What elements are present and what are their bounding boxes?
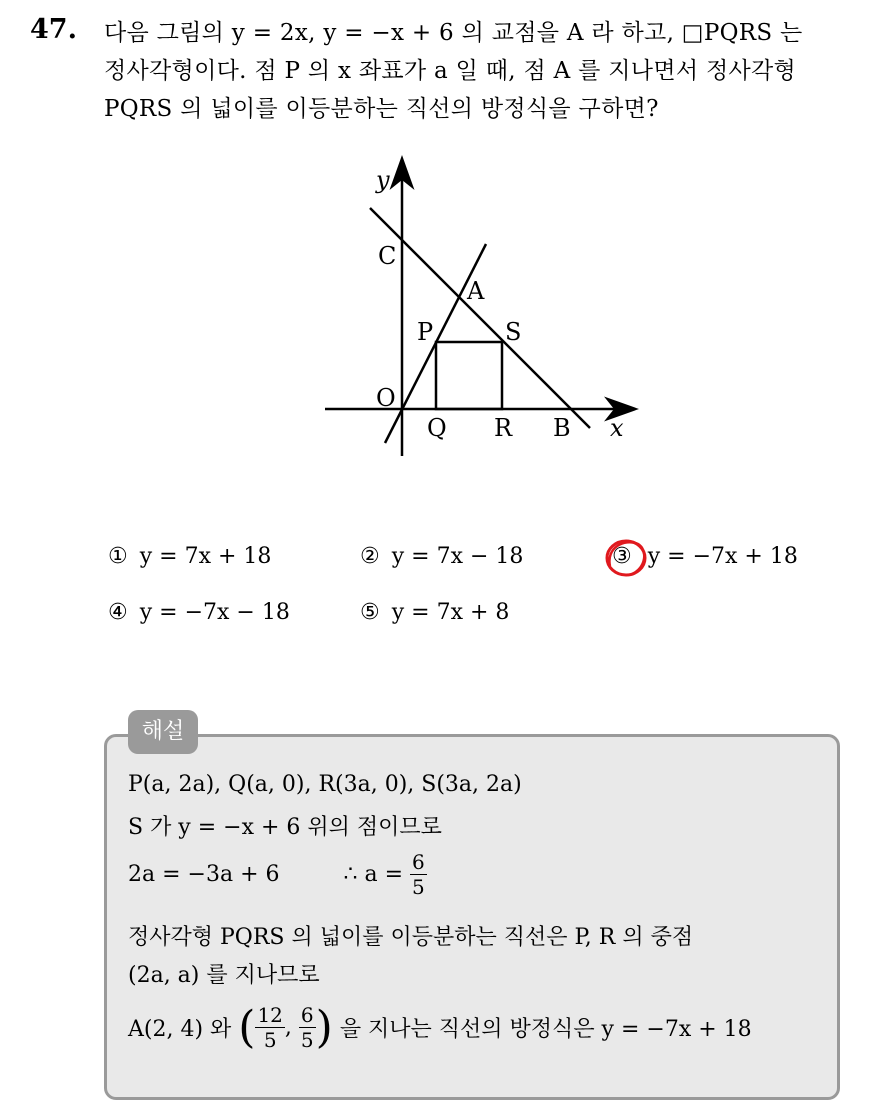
choice-2-mark: ② <box>360 544 380 569</box>
label-C: C <box>378 242 397 270</box>
solution-line-6: A(2, 4) 와 ( $\frac{12}{5}$ , $\frac{6}{5}$ ) 을 지나는 직선의 방정식은 y = −7x + 18 <box>128 1002 752 1053</box>
solution-eq-left: 2a = −3a + 6 <box>128 862 280 887</box>
choice-1-text: y = 7x + 18 <box>139 544 272 569</box>
label-x: x <box>610 414 624 442</box>
choice-4-text: y = −7x − 18 <box>139 600 290 625</box>
solution-line-3 <box>128 850 427 899</box>
fraction-c: $\frac{6}{5}$ <box>300 1003 314 1052</box>
choice-3-text: y = −7x + 18 <box>647 544 798 569</box>
coordinate-graph <box>0 0 884 500</box>
label-S: S <box>505 318 522 346</box>
choice-2[interactable] <box>360 544 523 569</box>
label-A: A <box>467 277 485 305</box>
solution-therefore: ∴ a = <box>343 862 404 887</box>
fraction-b: $\frac{12}{5}$ <box>257 1003 283 1052</box>
question-text-line-2: 정사각형이다. 점 P 의 x 좌표가 a 일 때, 점 A 를 지나면서 정사각형 <box>104 58 797 84</box>
choice-5[interactable] <box>360 600 509 625</box>
label-y: y <box>376 166 390 194</box>
choice-5-text: y = 7x + 8 <box>391 600 510 625</box>
choice-1-mark: ① <box>108 544 128 569</box>
answer-circle-mark <box>602 536 652 582</box>
label-P: P <box>417 318 434 346</box>
solution-line-4: 정사각형 PQRS 의 넓이를 이등분하는 직선은 P, R 의 중점 <box>128 925 694 950</box>
fraction-a: $\frac{6}{5}$ <box>412 850 425 899</box>
choice-1[interactable] <box>108 544 271 569</box>
label-O: O <box>376 384 396 412</box>
choice-2-text: y = 7x − 18 <box>391 544 524 569</box>
choice-4[interactable] <box>108 600 290 625</box>
question-number: 47. <box>30 14 77 45</box>
solution-final: 을 지나는 직선의 방정식은 y = −7x + 18 <box>339 1017 752 1042</box>
question-text-line-1: 다음 그림의 y = 2x, y = −x + 6 의 교점을 A 라 하고, □PQRS 는 <box>104 20 803 46</box>
choice-5-mark: ⑤ <box>360 600 380 625</box>
choice-3-mark: ③ <box>612 544 632 569</box>
solution-line-2: S 가 y = −x + 6 위의 점이므로 <box>128 815 442 840</box>
solution-line-5: (2a, a) 를 지나므로 <box>128 963 320 988</box>
label-B: B <box>553 414 571 442</box>
square-pqrs <box>436 342 502 409</box>
solution-line-1: P(a, 2a), Q(a, 0), R(3a, 0), S(3a, 2a) <box>128 772 522 797</box>
label-Q: Q <box>427 414 447 442</box>
question-text-line-3: PQRS 의 넓이를 이등분하는 직선의 방정식을 구하면? <box>104 96 659 122</box>
solution-point-A: A(2, 4) 와 <box>128 1017 232 1042</box>
choice-4-mark: ④ <box>108 600 128 625</box>
label-R: R <box>494 414 513 442</box>
solution-tag: 해설 <box>128 710 198 754</box>
